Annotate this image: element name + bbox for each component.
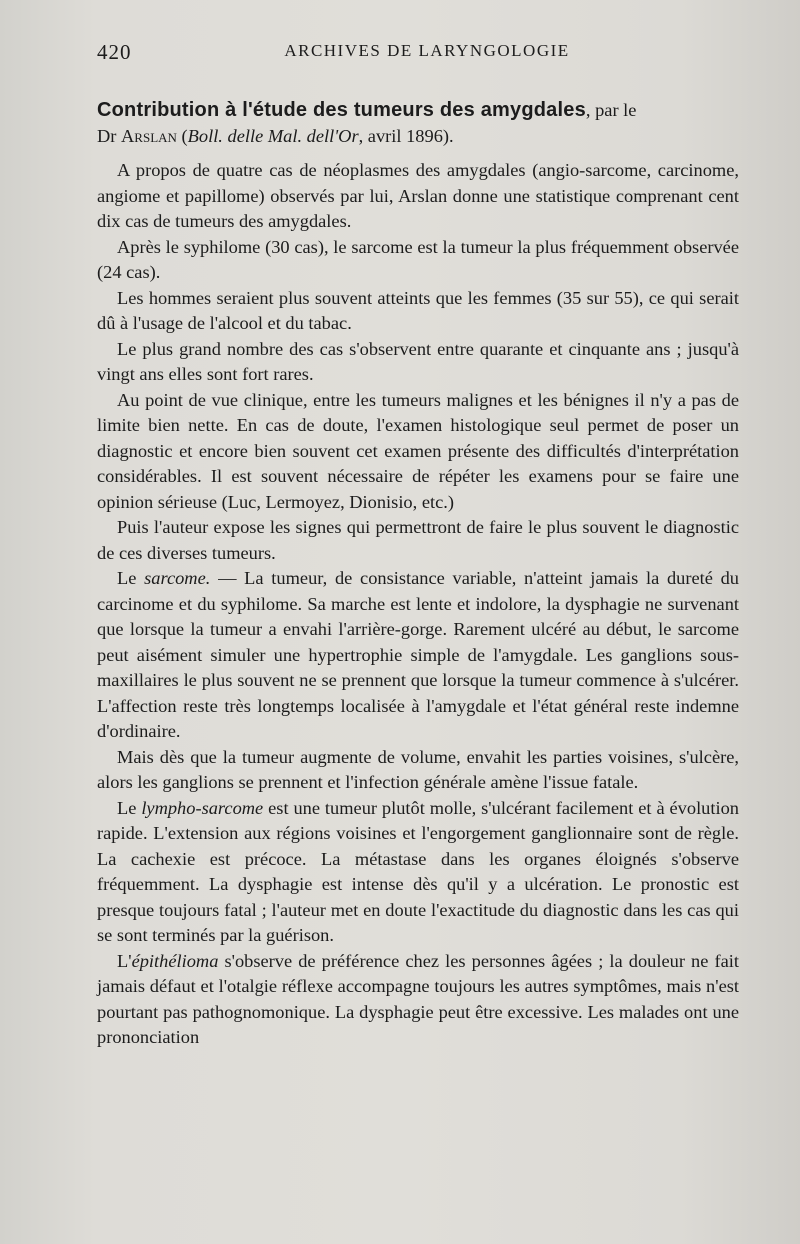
paragraph-2: Après le syphilome (30 cas), le sarcome est la tumeur la plus fréquemment observée (24 cas). [97, 236, 739, 282]
term-sarcome: sarcome. [144, 568, 211, 588]
paragraph-sarcome-body: — La tumeur, de consistance variable, n'atteint jamais la dureté du carcinome et du syphilome. Sa marche est lente et indolore, la dysphagie ne survenant que lorsque la tumeur a envahi l'arrière-gorge. Rarement ulcéré au début, le sarcome peut aisément simuler une hypertrophie simple de l'amygdale. Les ganglions sous-maxillaires le plus souvent ne se prennent que lorsque la tumeur commence à s'ulcérer. L'affection reste très longtemps localisée à l'amygdale et l'état général reste indemne d'ordinaire. [97, 568, 739, 741]
page-header [97, 40, 737, 66]
paragraph-lympho-lead: Le [117, 797, 142, 818]
paragraph-epithelioma [97, 949, 739, 1051]
paragraph-epithelioma-lead: L' [117, 950, 132, 971]
paragraph-5: Au point de vue clinique, entre les tumeurs malignes et les bénignes il n'y a pas de limite bien nette. En cas de doute, l'examen histologique seul permet de poser un diagnostic et encore bien souvent cet examen présente des difficultés d'interprétation considérables. Il est souvent nécessaire de répéter les examens pour se faire une opinion sérieuse (Luc, Lermoyez, Dionisio, etc.) [97, 389, 739, 512]
source-open: ( [176, 125, 188, 146]
author-name: Arslan [121, 125, 177, 146]
paragraph-1: A propos de quatre cas de néoplasmes des amygdales (angio-sarcome, carcinome, angiome et papillome) observés par lui, Arslan donne une statistique comprenant cent dix cas de tumeurs des amygdales. [97, 160, 739, 231]
paragraph-sarcome-lead: Le [117, 568, 145, 588]
term-epithelioma: épithélioma [131, 950, 219, 971]
paragraph-6: Puis l'auteur expose les signes qui permettront de faire le plus souvent le diagnostic de ces diverses tumeurs. [97, 517, 739, 563]
article-title-suffix: , par le [585, 100, 637, 120]
term-lympho-sarcome: lympho-sarcome [141, 797, 264, 818]
paragraph-sarcome [97, 566, 739, 745]
paragraph-lympho-sarcome [97, 796, 739, 949]
paragraph-4: Le plus grand nombre des cas s'observent entre quarante et cinquante ans ; jusqu'à vingt ans elles sont fort rares. [97, 338, 739, 384]
article-byline [97, 124, 739, 150]
article-body [97, 98, 739, 1051]
paragraph-lympho-body: est une tumeur plutôt molle, s'ulcérant facilement et à évolution rapide. L'extension aux régions voisines et l'engorgement ganglionnaire sont de règle. La cachexie est précoce. La métastase dans les organes éloignés s'observe fréquemment. La dysphagie est intense dès qu'il y a ulcération. Le pronostic est presque toujours fatal ; l'auteur met en doute l'exactitude du diagnostic dans les cas qui se sont terminés par la guérison. [97, 797, 739, 945]
paragraph-3: Les hommes seraient plus souvent atteints que les femmes (35 sur 55), ce qui serait dû à l'usage de l'alcool et du tabac. [97, 287, 739, 333]
author-prefix: Dr [97, 125, 117, 146]
running-head: ARCHIVES DE LARYNGOLOGIE [284, 41, 570, 60]
paragraph-8: Mais dès que la tumeur augmente de volume, envahit les parties voisines, s'ulcère, alors les ganglions se prennent et l'infection générale amène l'issue fatale. [97, 746, 739, 792]
source-journal: Boll. delle Mal. dell'Or [187, 125, 359, 146]
paragraph-epithelioma-body: s'observe de préférence chez les personnes âgées ; la douleur ne fait jamais défaut et l'otalgie réflexe accompagne toujours les autres symptômes, mais n'est pourtant pas pathognomonique. La dysphagie peut être excessive. Les malades ont une prononciation [97, 950, 739, 1047]
source-date: , avril 1896). [358, 125, 454, 146]
article-title-line [97, 98, 739, 124]
page-number: 420 [97, 40, 132, 64]
article-title: Contribution à l'étude des tumeurs des amygdales [97, 99, 586, 121]
